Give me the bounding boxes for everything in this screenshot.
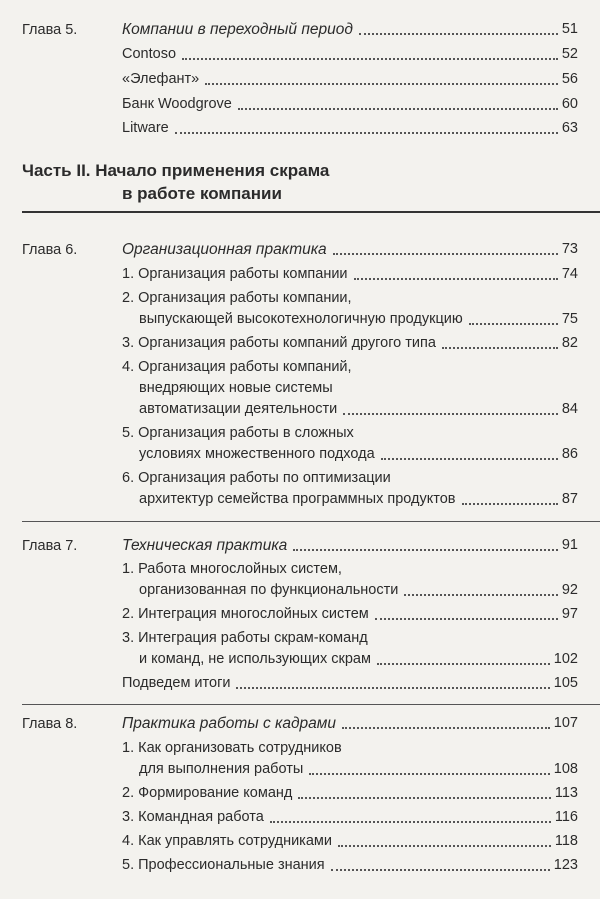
entry-page: 63	[561, 120, 578, 136]
toc-entry	[139, 311, 578, 328]
entry-title-line1: 5. Организация работы в сложных	[122, 425, 354, 441]
toc-entry	[122, 71, 578, 88]
leader-dots	[469, 323, 558, 325]
chapter-6-title: Организационная практика	[122, 241, 327, 258]
entry-title: Банк Woodgrove	[122, 96, 232, 112]
toc-entry	[139, 491, 578, 508]
part-rule	[22, 211, 600, 213]
leader-dots	[381, 458, 558, 460]
entry-title-line2: условиях множественного подхода	[139, 446, 375, 462]
chapter-divider	[22, 521, 600, 522]
entry-page: 82	[561, 335, 578, 351]
entry-title: Подведем итоги	[122, 675, 231, 691]
entry-page: 97	[561, 606, 578, 622]
entry-page: 102	[553, 651, 578, 667]
entry-page: 52	[561, 46, 578, 62]
leader-dots	[338, 845, 551, 847]
chapter-6-label: Глава 6.	[22, 242, 78, 258]
leader-dots	[343, 413, 558, 415]
toc-entry	[122, 857, 578, 874]
leader-dots	[270, 821, 551, 823]
toc-entry	[139, 401, 578, 418]
leader-dots	[354, 278, 558, 280]
part-heading-line1: Часть II. Начало применения скрама	[22, 161, 330, 180]
chapter-7-title: Техническая практика	[122, 537, 288, 554]
entry-page: 56	[561, 71, 578, 87]
entry-title: 2. Формирование команд	[122, 785, 293, 801]
toc-entry	[122, 335, 578, 352]
entry-title-line1: 2. Организация работы компании,	[122, 290, 352, 306]
entry-title-line1: 3. Интеграция работы скрам-команд	[122, 630, 368, 646]
entry-title: 2. Интеграция многослойных систем	[122, 606, 369, 622]
leader-dots	[331, 869, 550, 871]
entry-title: 4. Как управлять сотрудниками	[122, 833, 332, 849]
toc-entry	[139, 761, 578, 778]
entry-title-line1: 1. Как организовать сотрудников	[122, 740, 342, 756]
chapter-5-label: Глава 5.	[22, 22, 78, 38]
leader-dots	[377, 663, 550, 665]
entry-title-line2: архитектур семейства программных продуктов	[139, 491, 456, 507]
entry-page: 75	[561, 311, 578, 327]
entry-page: 92	[561, 582, 578, 598]
entry-title-line2: внедряющих новые системы	[139, 380, 333, 396]
chapter-8-page: 107	[553, 715, 578, 731]
leader-dots	[293, 549, 558, 551]
toc-entry	[122, 266, 578, 283]
leader-dots	[175, 132, 558, 134]
chapter-7-label: Глава 7.	[22, 538, 78, 554]
leader-dots	[442, 347, 558, 349]
chapter-8-entry	[122, 715, 578, 732]
leader-dots	[333, 253, 558, 255]
leader-dots	[238, 108, 558, 110]
toc-entry	[122, 785, 578, 802]
chapter-5-title: Компании в переходный период	[122, 21, 353, 38]
chapter-7-entry	[122, 537, 578, 554]
part-heading-line2: в работе компании	[122, 184, 282, 203]
chapter-8-title: Практика работы с кадрами	[122, 715, 336, 732]
entry-page: 74	[561, 266, 578, 282]
chapter-5-entry	[122, 21, 578, 38]
entry-page: 113	[554, 785, 578, 801]
toc-entry	[122, 46, 578, 63]
leader-dots	[359, 33, 558, 35]
entry-page: 108	[553, 761, 578, 777]
leader-dots	[236, 687, 549, 689]
entry-title: «Элефант»	[122, 71, 200, 87]
toc-entry	[122, 675, 578, 692]
chapter-divider	[22, 704, 600, 705]
entry-title-line2: организованная по функциональности	[139, 582, 399, 598]
entry-page: 60	[561, 96, 578, 112]
leader-dots	[298, 797, 551, 799]
toc-entry	[139, 446, 578, 463]
entry-title: 1. Организация работы компании	[122, 266, 348, 282]
toc-entry	[122, 833, 578, 850]
toc-entry	[122, 606, 578, 623]
entry-title-line2: для выполнения работы	[139, 761, 304, 777]
entry-title-line3: автоматизации деятельности	[139, 401, 338, 417]
leader-dots	[375, 618, 558, 620]
entry-title-line1: 4. Организация работы компаний,	[122, 359, 352, 375]
toc-entry	[139, 582, 578, 599]
chapter-6-page: 73	[561, 241, 578, 257]
leader-dots	[182, 58, 558, 60]
toc-entry	[122, 120, 578, 137]
chapter-5-page: 51	[561, 21, 578, 37]
entry-title-line1: 6. Организация работы по оптимизации	[122, 470, 391, 486]
entry-title-line2: выпускающей высокотехнологичную продукцию	[139, 311, 463, 327]
toc-entry	[139, 651, 578, 668]
entry-title-line2: и команд, не использующих скрам	[139, 651, 371, 667]
entry-page: 86	[561, 446, 578, 462]
chapter-7-page: 91	[561, 537, 578, 553]
entry-page: 87	[561, 491, 578, 507]
toc-entry	[122, 809, 578, 826]
entry-title: 3. Командная работа	[122, 809, 264, 825]
entry-page: 123	[553, 857, 578, 873]
entry-page: 105	[553, 675, 578, 691]
entry-title: 3. Организация работы компаний другого типа	[122, 335, 436, 351]
leader-dots	[342, 727, 550, 729]
leader-dots	[309, 773, 550, 775]
leader-dots	[404, 594, 558, 596]
entry-page: 84	[561, 401, 578, 417]
chapter-8-label: Глава 8.	[22, 716, 78, 732]
toc-entry	[122, 96, 578, 113]
leader-dots	[205, 83, 558, 85]
entry-page: 118	[554, 833, 578, 849]
chapter-6-entry	[122, 241, 578, 258]
entry-page: 116	[554, 809, 578, 825]
entry-title: 5. Профессиональные знания	[122, 857, 325, 873]
entry-title: Litware	[122, 120, 169, 136]
entry-title: Contoso	[122, 46, 177, 62]
entry-title-line1: 1. Работа многослойных систем,	[122, 561, 342, 577]
leader-dots	[462, 503, 558, 505]
